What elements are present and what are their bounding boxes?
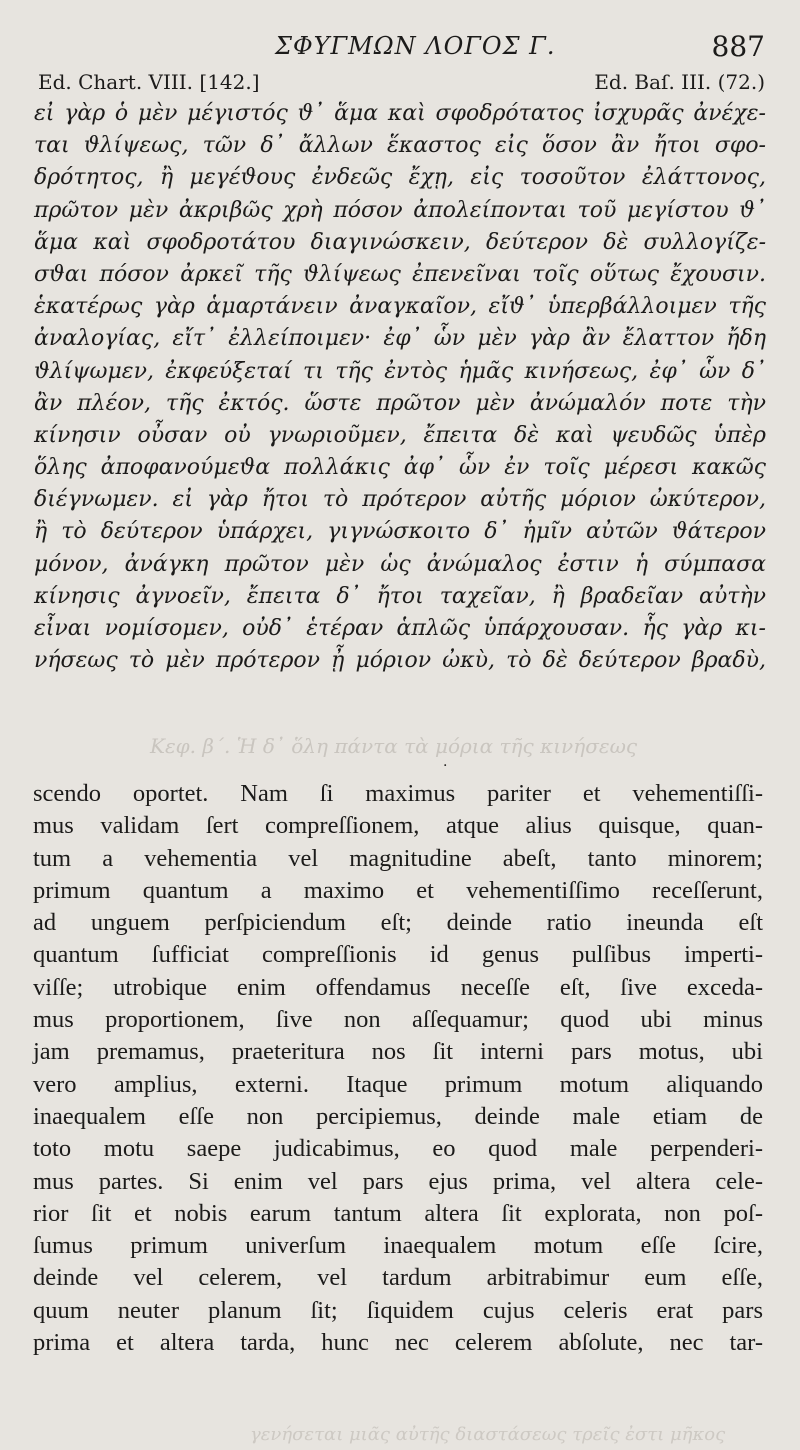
- greek-line: ἀναλογίας, εἴτ᾽ ἐλλείποιμεν· ἐφ᾽ ὧν μὲν γὰρ ἂν ἔλαττον ἤδη: [34, 326, 766, 352]
- page-header: [0, 28, 800, 68]
- latin-line: inaequalem eſſe non percipiemus, deinde male etiam de: [33, 1102, 763, 1130]
- latin-line: ad unguem perſpiciendum eſt; deinde ratio ineunda eſt: [33, 909, 763, 937]
- latin-line: prima et altera tarda, hunc nec celerem abſolute, nec tar-: [33, 1329, 763, 1357]
- latin-line: quantum ſufficiat compreſſionis id genus pulſibus imperti-: [33, 941, 763, 969]
- greek-line: σϑαι πόσον ἀρκεῖ τῆς ϑλίψεως ἐπενεῖναι τοῖς οὕτως ἔχουσιν.: [34, 261, 766, 287]
- latin-line: ſumus primum univerſum inaequalem motum eſſe ſcire,: [33, 1232, 763, 1260]
- latin-line: mus validam ſert compreſſionem, atque alius quisque, quan-: [33, 812, 763, 840]
- print-mark: ·: [443, 758, 448, 774]
- greek-text-block: [34, 98, 766, 677]
- greek-line: εἰ γὰρ ὁ μὲν μέγιστός ϑ᾽ ἅμα καὶ σφοδρότατος ἰσχυρᾶς ἀνέχε-: [34, 101, 766, 126]
- edition-reference-chartier: Ed. Chart. VIII. [142.]: [38, 70, 260, 94]
- bleed-through-text: Κεφ. β΄. Ἡ δ᾽ ὅλη πάντα τὰ μόρια τῆς κινήσεως: [150, 734, 638, 758]
- latin-text-block: [33, 778, 763, 1359]
- latin-line: quum neuter planum ſit; ſiquidem cujus celeris erat pars: [33, 1296, 763, 1324]
- greek-line: πρῶτον μὲν ἀκριβῶς χρὴ πόσον ἀπολείπονται τοῦ μεγίστου ϑ᾽: [34, 197, 766, 223]
- greek-line: ἅμα καὶ σφοδροτάτου διαγινώσκειν, δεύτερον δὲ συλλογίζε-: [34, 229, 766, 255]
- greek-line: μόνον, ἀνάγκη πρῶτον μὲν ὡς ἀνώμαλος ἐστιν ἡ σύμπασα: [34, 551, 766, 577]
- greek-line: νήσεως τὸ μὲν πρότερον ᾖ μόριον ὠκὺ, τὸ δὲ δεύτερον βραδὺ,: [34, 648, 766, 674]
- greek-line: ϑλίψωμεν, ἐκφεύξεταί τι τῆς ἐντὸς ἡμᾶς κινήσεως, ἐφ᾽ ὧν δ᾽: [34, 358, 766, 384]
- latin-line: tum a vehementia vel magnitudine abeſt, tanto minorem;: [33, 844, 763, 872]
- bleed-through-text-bottom: γενήσεται μιᾶς αὐτῆς διαστάσεως τρεῖς ἐστι μῆκος: [250, 1424, 726, 1445]
- page-number: 887: [711, 30, 765, 63]
- latin-line: mus partes. Si enim vel pars ejus prima, vel altera cele-: [33, 1167, 763, 1195]
- greek-line: ται ϑλίψεως, τῶν δ᾽ ἄλλων ἕκαστος εἰς ὅσον ἂν ἤτοι σφο-: [34, 133, 766, 159]
- greek-line: κίνησις ἀγνοεῖν, ἔπειτα δ᾽ ἤτοι ταχεῖαν, ἢ βραδεῖαν αὐτὴν: [34, 583, 766, 609]
- greek-line: ἂν πλέον, τῆς ἐκτός. ὥστε πρῶτον μὲν ἀνώμαλόν ποτε τὴν: [34, 390, 766, 416]
- greek-line: εἶναι νομίσομεν, οὐδ᾽ ἑτέραν ἁπλῶς ὑπάρχουσαν. ἧς γὰρ κι-: [34, 616, 766, 641]
- latin-line: toto motu saepe judicabimus, eo quod male perpenderi-: [33, 1135, 763, 1163]
- latin-line: rior ſit et nobis earum tantum altera ſit explorata, non poſ-: [33, 1199, 763, 1227]
- latin-line: deinde vel celerem, vel tardum arbitrabimur eum eſſe,: [33, 1264, 763, 1292]
- greek-line: ἢ τὸ δεύτερον ὑπάρχει, γιγνώσκοιτο δ᾽ ἡμῖν αὐτῶν ϑάτερον: [34, 519, 766, 545]
- greek-line: κίνησιν οὖσαν οὐ γνωριοῦμεν, ἔπειτα δὲ καὶ ψευδῶς ὑπὲρ: [34, 422, 766, 448]
- latin-line: scendo oportet. Nam ſi maximus pariter et vehementiſſi-: [33, 780, 763, 807]
- greek-line: διέγνωμεν. εἰ γὰρ ἤτοι τὸ πρότερον αὐτῆς μόριον ὠκύτερον,: [34, 487, 766, 513]
- edition-reference-basel: Ed. Baſ. III. (72.): [594, 70, 765, 94]
- latin-line: mus proportionem, ſive non aſſequamur; quod ubi minus: [33, 1006, 763, 1034]
- latin-line: viſſe; utrobique enim offendamus neceſſe eſt, ſive exceda-: [33, 973, 763, 1001]
- latin-line: vero amplius, externi. Itaque primum motum aliquando: [33, 1070, 763, 1098]
- greek-line: ἑκατέρως γὰρ ἁμαρτάνειν ἀναγκαῖον, εἴϑ᾽ ὑπερβάλλοιμεν τῆς: [34, 294, 766, 320]
- greek-line: ὅλης ἀποφανούμεϑα πολλάκις ἀφ᾽ ὧν ἐν τοῖς μέρεσι κακῶς: [34, 455, 766, 481]
- latin-line: primum quantum a maximo et vehementiſſimo receſſerunt,: [33, 876, 763, 904]
- latin-line: jam premamus, praeteritura nos ſit interni pars motus, ubi: [33, 1038, 763, 1066]
- running-title: ΣΦΥΓΜΩΝ ΛΟΓΟΣ Γ.: [275, 32, 556, 60]
- greek-line: δρότητος, ἢ μεγέϑους ἐνδεῶς ἔχῃ, εἰς τοσοῦτον ἐλάττονος,: [34, 165, 766, 191]
